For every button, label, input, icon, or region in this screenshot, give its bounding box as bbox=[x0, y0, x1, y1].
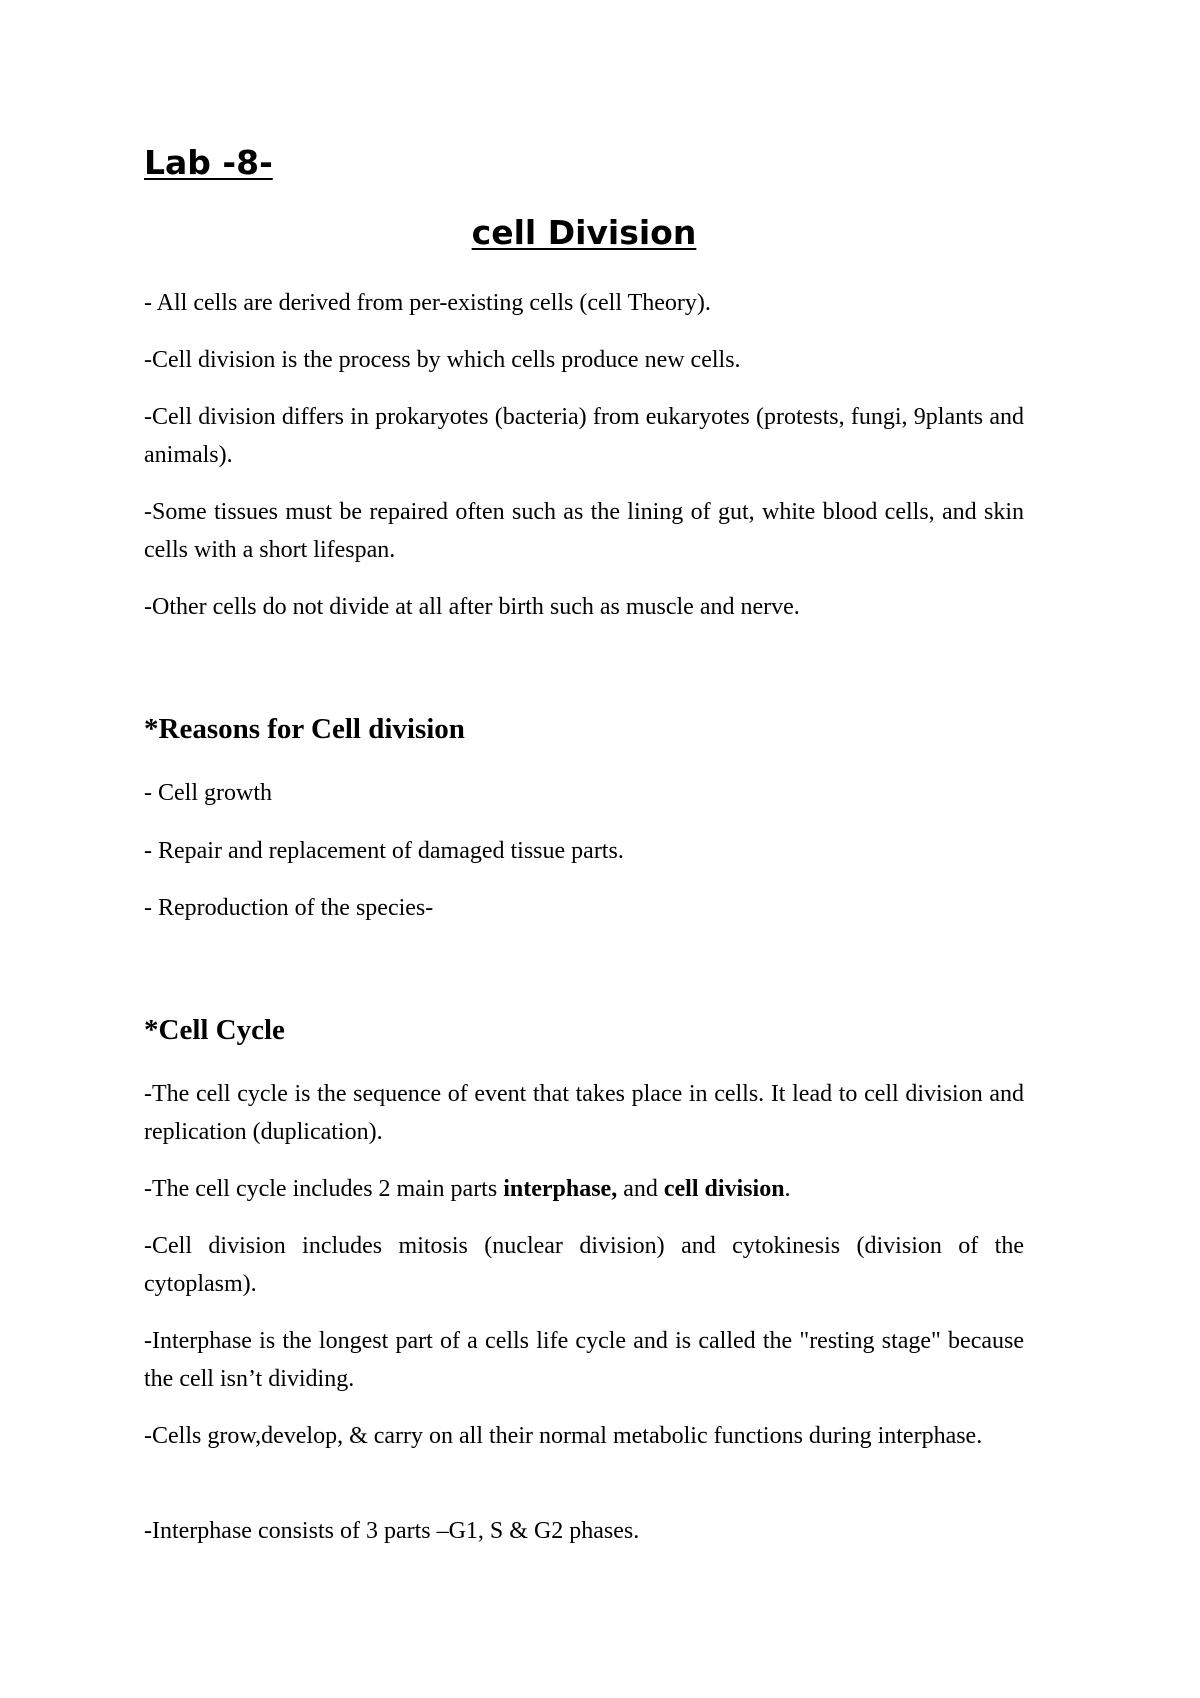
cycle-paragraph-mitosis: -Cell division includes mitosis (nuclear division) and cytokinesis (division of the cytoplasm). bbox=[144, 1233, 1024, 1297]
reasons-item-reproduction: - Reproduction of the species- bbox=[144, 895, 434, 921]
reasons-item-growth: - Cell growth bbox=[144, 780, 272, 806]
cycle-paragraph-main-parts bbox=[144, 1170, 1024, 1208]
lab-title: Lab -8- bbox=[144, 143, 273, 182]
term-cell-division: cell division bbox=[663, 1176, 785, 1202]
reasons-heading: *Reasons for Cell division bbox=[144, 713, 465, 745]
main-parts-suffix: . bbox=[784, 1176, 791, 1202]
term-interphase: interphase, bbox=[503, 1176, 618, 1202]
main-parts-prefix: -The cell cycle includes 2 main parts bbox=[144, 1176, 504, 1202]
main-parts-middle: and bbox=[617, 1176, 664, 1202]
cycle-paragraph-metabolic: -Cells grow,develop, & carry on all their normal metabolic functions during interphase. bbox=[144, 1423, 983, 1449]
cycle-paragraph-phases: -Interphase consists of 3 parts –G1, S & G2 phases. bbox=[144, 1518, 640, 1544]
intro-paragraph-definition: -Cell division is the process by which cells produce new cells. bbox=[144, 347, 741, 373]
intro-paragraph-prokaryotes: -Cell division differs in prokaryotes (bacteria) from eukaryotes (protests, fungi, 9plants and animals). bbox=[144, 404, 1024, 468]
intro-paragraph-cell-theory: - All cells are derived from per-existing cells (cell Theory). bbox=[144, 290, 711, 316]
cycle-paragraph-interphase-resting: -Interphase is the longest part of a cells life cycle and is called the "resting stage" because the cell isn’t dividing. bbox=[144, 1328, 1024, 1392]
intro-paragraph-non-dividing: -Other cells do not divide at all after birth such as muscle and nerve. bbox=[144, 594, 800, 620]
reasons-item-repair: - Repair and replacement of damaged tissue parts. bbox=[144, 838, 624, 864]
intro-paragraph-tissue-repair: -Some tissues must be repaired often such as the lining of gut, white blood cells, and skin cells with a short lifespan. bbox=[144, 499, 1024, 563]
cycle-paragraph-sequence: -The cell cycle is the sequence of event that takes place in cells. It lead to cell division and replication (duplication). bbox=[144, 1081, 1024, 1145]
cell-cycle-heading: *Cell Cycle bbox=[144, 1014, 285, 1046]
document-title: cell Division bbox=[471, 213, 697, 252]
